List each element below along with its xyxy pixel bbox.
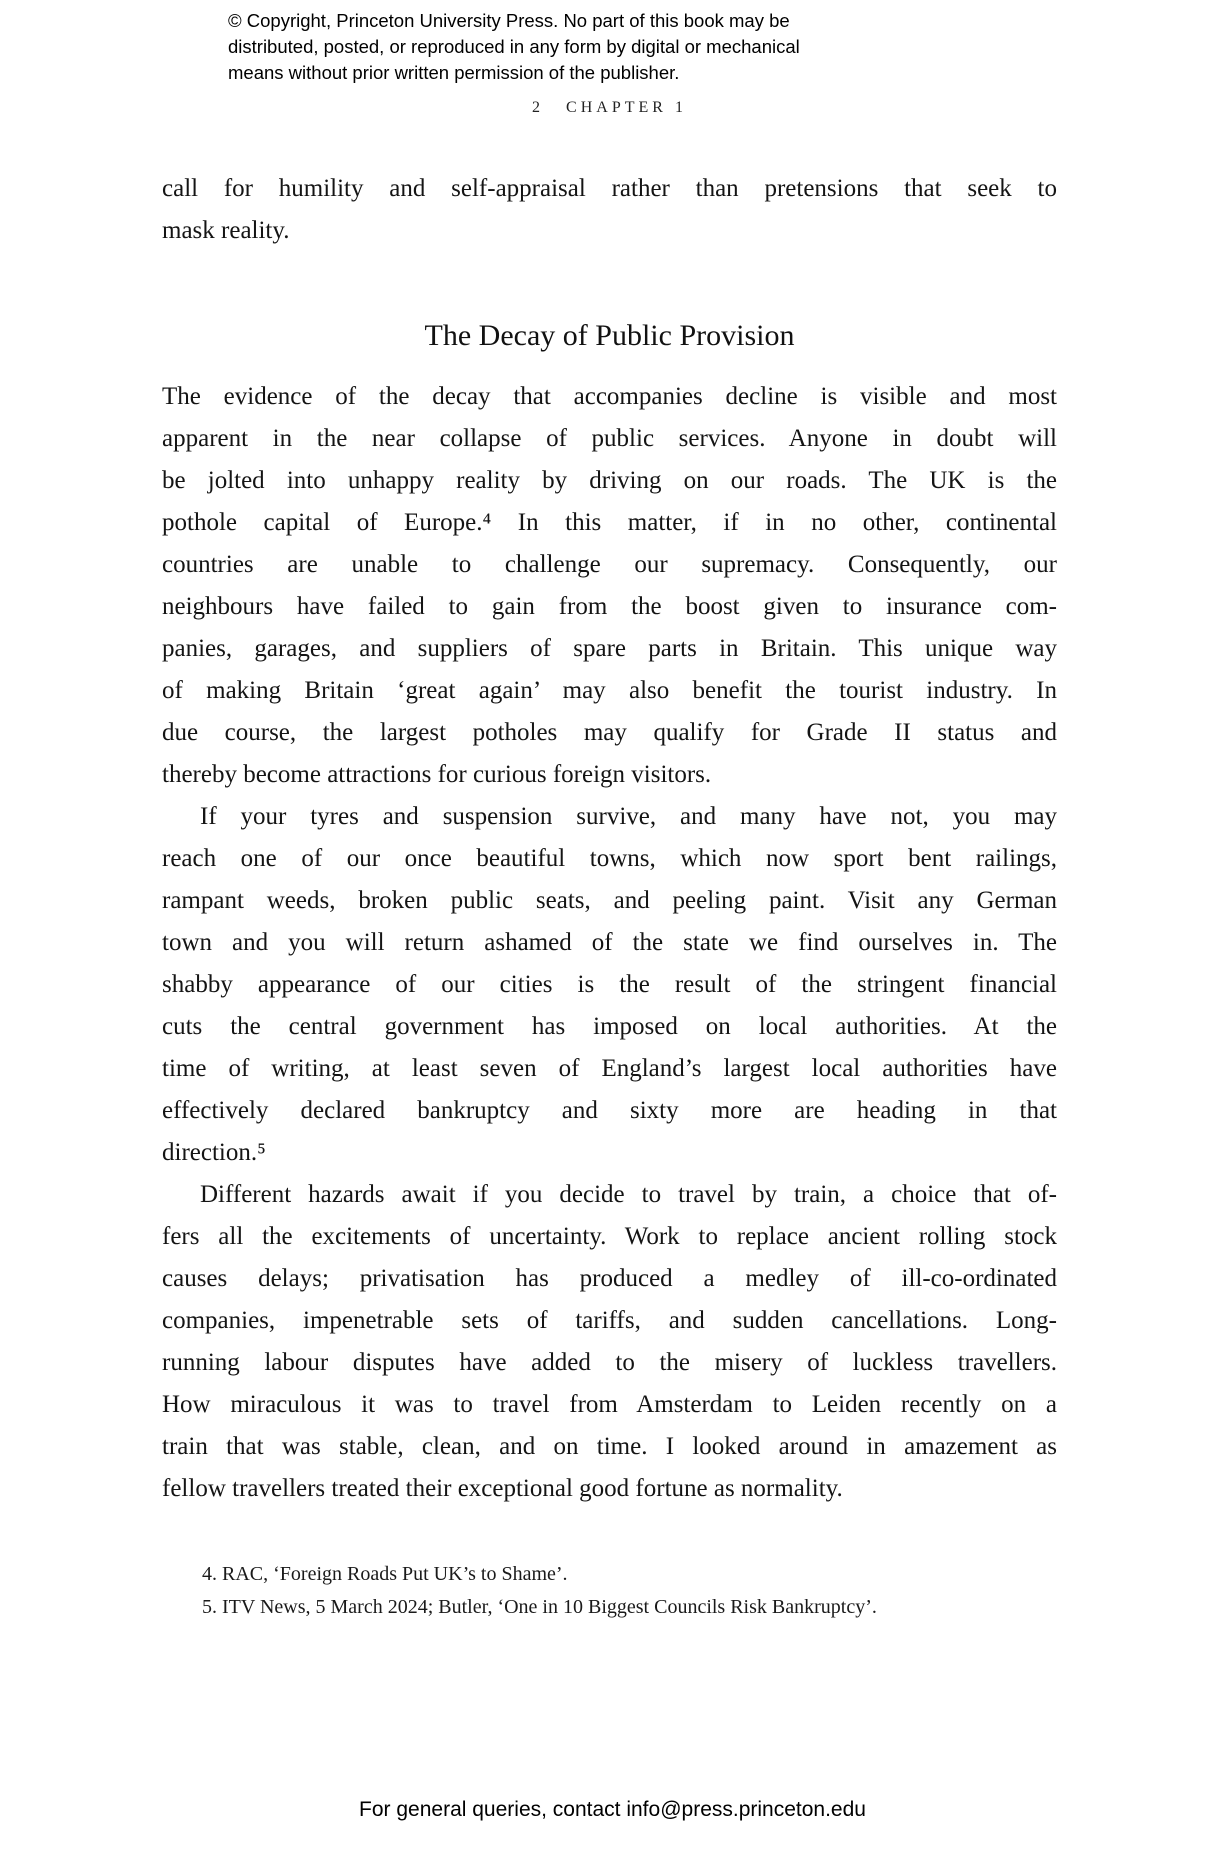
body-text-line: How miraculous it was to travel from Amsterdam to Leiden recently on a bbox=[162, 1391, 1057, 1418]
body-text-line: apparent in the near collapse of public services. Anyone in doubt will bbox=[162, 425, 1057, 452]
pre-heading-paragraph bbox=[162, 168, 1057, 252]
copyright-line: distributed, posted, or reproduced in any form by digital or mechanical bbox=[228, 36, 800, 57]
body-text-line: If your tyres and suspension survive, and many have not, you may bbox=[200, 803, 1057, 830]
body-text-line: be jolted into unhappy reality by driving on our roads. The UK is the bbox=[162, 467, 1057, 494]
footnotes bbox=[202, 1558, 1057, 1624]
body-text-line: pothole capital of Europe.⁴ In this matter, if in no other, continental bbox=[162, 509, 1057, 536]
copyright-line: © Copyright, Princeton University Press. No part of this book may be bbox=[228, 10, 790, 31]
body-text-line: direction.⁵ bbox=[162, 1139, 266, 1166]
body-text-line: town and you will return ashamed of the state we find ourselves in. The bbox=[162, 929, 1057, 956]
section-heading: The Decay of Public Provision bbox=[424, 319, 795, 352]
body-text-line: call for humility and self-appraisal rather than pretensions that seek to bbox=[162, 175, 1057, 202]
running-head bbox=[162, 99, 1057, 117]
body-text-line: countries are unable to challenge our supremacy. Consequently, our bbox=[162, 551, 1057, 578]
body-text-line: fellow travellers treated their exceptional good fortune as normality. bbox=[162, 1475, 843, 1502]
body-text-line: of making Britain ‘great again’ may also benefit the tourist industry. In bbox=[162, 677, 1057, 704]
copyright-line: means without prior written permission of the publisher. bbox=[228, 62, 680, 83]
body-text-line: thereby become attractions for curious foreign visitors. bbox=[162, 761, 712, 788]
body-text-line: cuts the central government has imposed on local authorities. At the bbox=[162, 1013, 1057, 1040]
body-text bbox=[162, 376, 1057, 1510]
body-text-line: The evidence of the decay that accompanies decline is visible and most bbox=[162, 383, 1057, 410]
body-text-line: neighbours have failed to gain from the boost given to insurance com- bbox=[162, 593, 1057, 620]
copyright-notice bbox=[228, 8, 800, 86]
body-text-line: time of writing, at least seven of England’s largest local authorities have bbox=[162, 1055, 1057, 1082]
footnote: 4. RAC, ‘Foreign Roads Put UK’s to Shame’. bbox=[202, 1563, 568, 1585]
body-text-line: fers all the excitements of uncertainty. Work to replace ancient rolling stock bbox=[162, 1223, 1057, 1250]
body-text-line: mask reality. bbox=[162, 217, 290, 244]
body-text-line: reach one of our once beautiful towns, which now sport bent railings, bbox=[162, 845, 1057, 872]
footnote: 5. ITV News, 5 March 2024; Butler, ‘One in 10 Biggest Councils Risk Bankruptcy’. bbox=[202, 1596, 877, 1618]
body-text-line: due course, the largest potholes may qualify for Grade II status and bbox=[162, 719, 1057, 746]
body-text-line: shabby appearance of our cities is the result of the stringent financial bbox=[162, 971, 1057, 998]
body-text-line: Different hazards await if you decide to travel by train, a choice that of- bbox=[200, 1181, 1057, 1208]
chapter-label: CHAPTER 1 bbox=[566, 99, 687, 116]
body-text-line: causes delays; privatisation has produced a medley of ill-co-ordinated bbox=[162, 1265, 1057, 1292]
body-text-line: train that was stable, clean, and on time. I looked around in amazement as bbox=[162, 1433, 1057, 1460]
page-number: 2 bbox=[532, 99, 545, 116]
body-text-line: effectively declared bankruptcy and sixty more are heading in that bbox=[162, 1097, 1057, 1124]
body-text-line: panies, garages, and suppliers of spare parts in Britain. This unique way bbox=[162, 635, 1057, 662]
body-text-line: companies, impenetrable sets of tariffs, and sudden cancellations. Long- bbox=[162, 1307, 1057, 1334]
footer-contact: For general queries, contact info@press.princeton.edu bbox=[359, 1798, 866, 1821]
body-text-line: rampant weeds, broken public seats, and peeling paint. Visit any German bbox=[162, 887, 1057, 914]
body-text-line: running labour disputes have added to the misery of luckless travellers. bbox=[162, 1349, 1057, 1376]
